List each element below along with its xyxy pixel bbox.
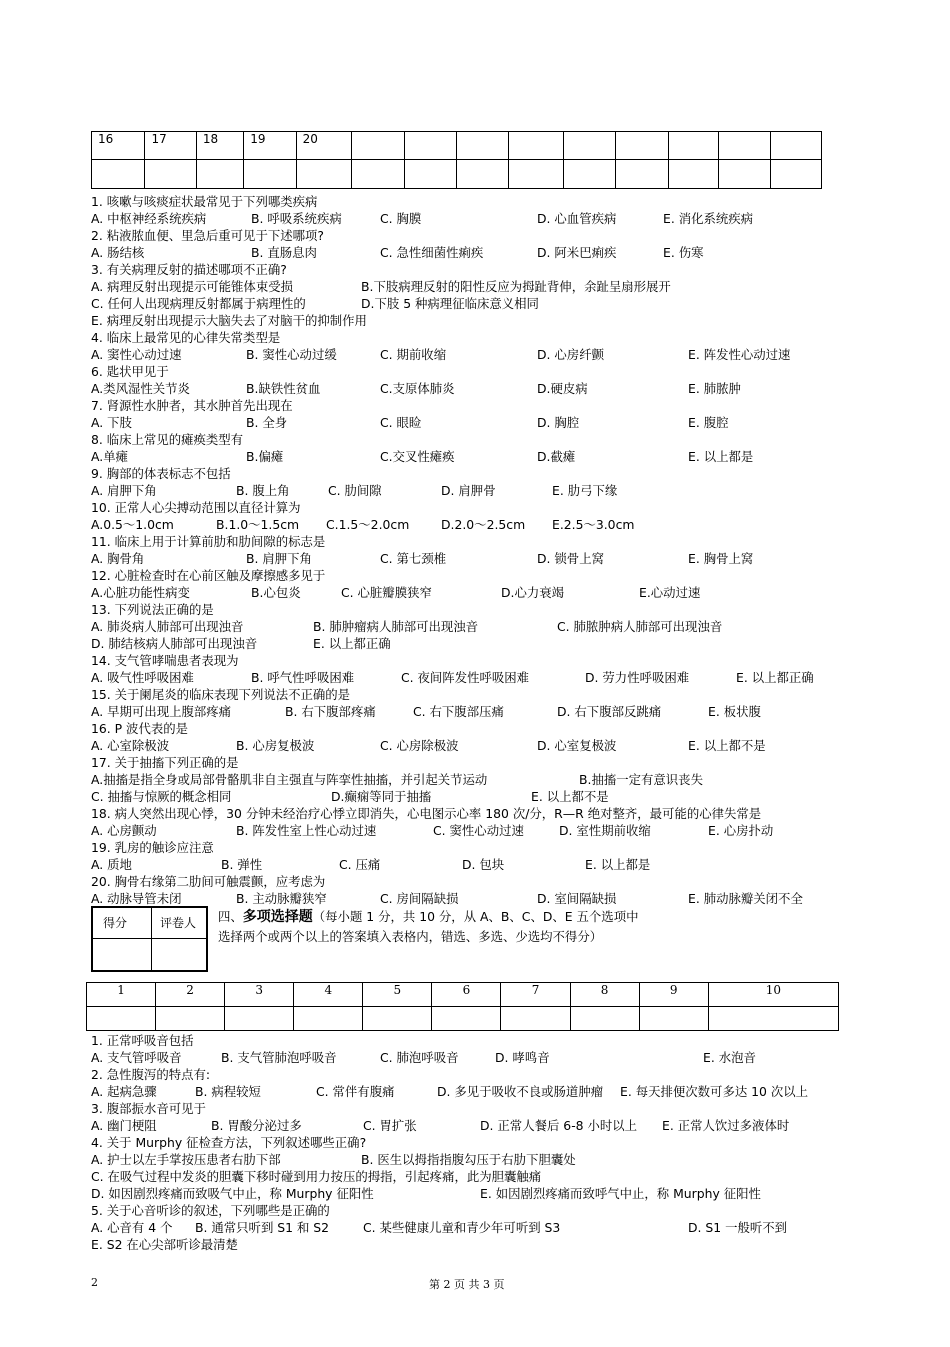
answer-grid-number-cell: 9: [639, 983, 708, 1007]
question-stem: [91, 754, 851, 771]
question-stem: [91, 329, 851, 346]
answer-option: B. 腹上角: [236, 483, 290, 498]
answer-option: D.癫痫等同于抽搐: [331, 789, 432, 804]
answer-option: B. 呼气性呼吸困难: [251, 670, 355, 685]
answer-option: E. 水泡音: [703, 1050, 756, 1065]
answer-option: B.偏瘫: [246, 449, 284, 464]
answer-grid-blank-cell[interactable]: [668, 160, 718, 189]
answer-grid-blank-cell[interactable]: [296, 160, 351, 189]
answer-grid-number-cell: [563, 132, 615, 160]
option-row: [91, 1236, 851, 1253]
answer-option: B. 胃酸分泌过多: [211, 1118, 302, 1133]
question-stem: [91, 805, 851, 822]
answer-grid-blank-cell[interactable]: [563, 160, 615, 189]
answer-option: B. 主动脉瓣狭窄: [236, 891, 327, 906]
question-text: 11. 临床上用于计算前肋和肋间隙的标志是: [91, 534, 326, 549]
answer-option: A.心脏功能性病变: [91, 585, 190, 600]
answer-option: B. 直肠息肉: [251, 245, 317, 260]
question-stem: [91, 720, 851, 737]
option-row: [91, 584, 851, 601]
answer-option: C. 某些健康儿童和青少年可听到 S3: [363, 1220, 561, 1235]
answer-option: E. 以上都不是: [531, 789, 609, 804]
multiple-choice-questions: [91, 1032, 851, 1253]
answer-option: A.类风湿性关节炎: [91, 381, 190, 396]
answer-option: A. 质地: [91, 857, 132, 872]
answer-grid-number-cell: 10: [708, 983, 838, 1007]
question-text: 16. P 波代表的是: [91, 721, 189, 736]
answer-option: E. 以上都不是: [688, 738, 766, 753]
answer-option: D. 哮鸣音: [495, 1050, 550, 1065]
option-row: [91, 788, 851, 805]
option-row: [91, 448, 851, 465]
answer-option: D. 心室复极波: [537, 738, 617, 753]
question-stem: [91, 1100, 851, 1117]
question-text: 12. 心脏检查时在心前区触及摩擦感多见于: [91, 568, 326, 583]
question-stem: [91, 227, 851, 244]
option-row: [91, 703, 851, 720]
question-text: 1. 正常呼吸音包括: [91, 1033, 194, 1048]
option-row: [91, 1049, 851, 1066]
option-row: [91, 516, 851, 533]
answer-grid-blank-cell[interactable]: [404, 160, 456, 189]
answer-grid-answer-row: [87, 1007, 839, 1031]
answer-option: B.下肢病理反射的阳性反应为拇趾背伸，余趾呈扇形展开: [361, 279, 671, 294]
answer-option: A. 支气管呼吸音: [91, 1050, 182, 1065]
answer-option: A. 病理反射出现提示可能锥体束受损: [91, 279, 293, 294]
answer-option: A. 心音有 4 个: [91, 1220, 173, 1235]
option-row: [91, 1083, 851, 1100]
answer-grid-number-cell: 1: [87, 983, 156, 1007]
option-row: [91, 414, 851, 431]
answer-grid-blank-cell[interactable]: [87, 1007, 156, 1031]
answer-option: C. 胸膜: [380, 211, 422, 226]
answer-option: A. 胸骨角: [91, 551, 145, 566]
answer-option: B. 呼吸系统疾病: [251, 211, 342, 226]
answer-grid-number-cell: [404, 132, 456, 160]
answer-option: B. 肺肿瘤病人肺部可出现浊音: [313, 619, 479, 634]
question-text: 7. 肾源性水肿者，其水肿首先出现在: [91, 398, 293, 413]
section-instructions: （每小题 1 分，共 10 分，从 A、B、C、D、E 五个选项中: [312, 909, 639, 924]
page-footer: 第 2 页 共 3 页: [429, 1278, 505, 1291]
answer-option: E. 以上都是: [688, 449, 754, 464]
answer-grid-multi: [86, 982, 839, 1031]
answer-option: C. 任何人出现病理反射都属于病理性的: [91, 296, 306, 311]
option-row: [91, 278, 851, 295]
score-box-divider: [93, 938, 206, 939]
question-text: 14. 支气管哮喘患者表现为: [91, 653, 239, 668]
answer-option: E.心动过速: [639, 585, 701, 600]
question-stem: [91, 686, 851, 703]
answer-option: D. 右下腹部反跳痛: [557, 704, 662, 719]
answer-option: A. 早期可出现上腹部疼痛: [91, 704, 232, 719]
answer-option: C. 窦性心动过速: [433, 823, 524, 838]
answer-option: B. 支气管肺泡呼吸音: [221, 1050, 337, 1065]
question-stem: [91, 873, 851, 890]
answer-option: E. 板状腹: [708, 704, 761, 719]
answer-option: C. 第七颈椎: [380, 551, 447, 566]
answer-option: A. 窦性心动过速: [91, 347, 182, 362]
answer-option: C. 在吸气过程中发炎的胆囊下移时碰到用力按压的拇指，引起疼痛，此为胆囊触痛: [91, 1169, 542, 1184]
answer-option: C. 期前收缩: [380, 347, 447, 362]
question-stem: [91, 465, 851, 482]
answer-grid-blank-cell[interactable]: [501, 1007, 570, 1031]
answer-option: A. 起病急骤: [91, 1084, 157, 1099]
answer-option: B. 阵发性室上性心动过速: [236, 823, 377, 838]
answer-grid-blank-cell[interactable]: [616, 160, 668, 189]
answer-grid-number-cell: [456, 132, 508, 160]
answer-option: E. 病理反射出现提示大脑失去了对脑干的抑制作用: [91, 313, 367, 328]
grader-label: 评卷人: [160, 916, 197, 930]
answer-option: E. 肺脓肿: [688, 381, 741, 396]
answer-option: C.交叉性瘫痪: [380, 449, 455, 464]
answer-grid-blank-cell[interactable]: [639, 1007, 708, 1031]
answer-option: D.硬皮病: [537, 381, 588, 396]
answer-grid-blank-cell[interactable]: [363, 1007, 432, 1031]
answer-grid-blank-cell[interactable]: [509, 160, 563, 189]
answer-grid-number-cell: 7: [501, 983, 570, 1007]
option-row: [91, 550, 851, 567]
answer-option: A. 肠结核: [91, 245, 145, 260]
answer-grid-number-cell: 20: [296, 132, 351, 160]
question-stem: [91, 363, 851, 380]
answer-option: C. 夜间阵发性呼吸困难: [401, 670, 530, 685]
answer-option: D.截瘫: [537, 449, 576, 464]
option-row: [91, 618, 851, 635]
question-text: 4. 临床上最常见的心律失常类型是: [91, 330, 281, 345]
answer-option: A. 肺炎病人肺部可出现浊音: [91, 619, 244, 634]
answer-grid-blank-cell[interactable]: [156, 1007, 225, 1031]
answer-grid-header-row: [87, 983, 839, 1007]
option-row: [91, 244, 851, 261]
question-stem: [91, 839, 851, 856]
answer-grid-number-cell: 4: [294, 983, 363, 1007]
answer-option: D. 肩胛骨: [441, 483, 496, 498]
answer-option: E. 肋弓下缘: [552, 483, 618, 498]
section-title: 多项选择题: [242, 909, 313, 925]
answer-option: E. 如因剧烈疼痛而致呼气中止，称 Murphy 征阳性: [480, 1186, 761, 1201]
answer-option: D. 心血管疾病: [537, 211, 617, 226]
answer-grid-blank-cell[interactable]: [456, 160, 508, 189]
answer-option: A.0.5～1.0cm: [91, 517, 174, 532]
answer-grid-number-cell: 5: [363, 983, 432, 1007]
question-stem: [91, 1066, 851, 1083]
answer-option: E. 肺动脉瓣关闭不全: [688, 891, 803, 906]
option-row: [91, 312, 851, 329]
answer-option: A. 心房颤动: [91, 823, 157, 838]
question-stem: [91, 533, 851, 550]
question-text: 3. 有关病理反射的描述哪项不正确?: [91, 262, 287, 277]
option-row: [91, 635, 851, 652]
question-text: 9. 胸部的体表标志不包括: [91, 466, 231, 481]
answer-option: E. 以上都正确: [313, 636, 391, 651]
question-stem: [91, 1202, 851, 1219]
answer-option: A.抽搐是指全身或局部骨骼肌非自主强直与阵挛性抽搐，并引起关节运动: [91, 772, 488, 787]
question-stem: [91, 193, 851, 210]
answer-grid-blank-cell[interactable]: [352, 160, 404, 189]
answer-option: D. 室性期前收缩: [559, 823, 651, 838]
option-row: [91, 669, 851, 686]
answer-option: C. 抽搐与惊厥的概念相同: [91, 789, 232, 804]
option-row: [91, 346, 851, 363]
option-row: [91, 856, 851, 873]
answer-option: D. 多见于吸收不良或肠道肿瘤: [437, 1084, 604, 1099]
option-row: [91, 890, 851, 907]
answer-option: C. 肺脓肿病人肺部可出现浊音: [557, 619, 723, 634]
question-stem: [91, 601, 851, 618]
answer-option: E. 以上都正确: [736, 670, 814, 685]
answer-option: D. 包块: [462, 857, 505, 872]
option-row: [91, 737, 851, 754]
answer-grid-number-cell: 8: [570, 983, 639, 1007]
answer-grid-header-row: [92, 132, 822, 160]
answer-option: B. 右下腹部疼痛: [285, 704, 376, 719]
answer-option: B.缺铁性贫血: [246, 381, 321, 396]
answer-option: B. 窦性心动过缓: [246, 347, 337, 362]
question-text: 17. 关于抽搐下列正确的是: [91, 755, 239, 770]
question-stem: [91, 499, 851, 516]
answer-option: D.2.0～2.5cm: [441, 517, 526, 532]
question-text: 1. 咳嗽与咳痰症状最常见于下列哪类疾病: [91, 194, 318, 209]
answer-grid-blank-cell[interactable]: [294, 1007, 363, 1031]
question-stem: [91, 1032, 851, 1049]
option-row: [91, 482, 851, 499]
answer-option: E. 伤寒: [663, 245, 704, 260]
question-stem: [91, 431, 851, 448]
answer-option: C. 心脏瓣膜狭窄: [341, 585, 432, 600]
answer-grid-number-cell: 19: [244, 132, 296, 160]
answer-grid-number-cell: 18: [196, 132, 243, 160]
answer-grid-number-cell: [352, 132, 404, 160]
answer-option: B. 医生以拇指指腹勾压于右肋下胆囊处: [361, 1152, 576, 1167]
question-text: 19. 乳房的触诊应注意: [91, 840, 214, 855]
option-row: [91, 295, 851, 312]
answer-grid-blank-cell[interactable]: [719, 160, 771, 189]
answer-option: D. 正常人餐后 6-8 小时以上: [480, 1118, 638, 1133]
option-row: [91, 1185, 851, 1202]
answer-option: E. 每天排便次数可多达 10 次以上: [620, 1084, 809, 1099]
question-text: 15. 关于阑尾炎的临床表现下列说法不正确的是: [91, 687, 351, 702]
score-box: [91, 906, 208, 972]
question-text: 4. 关于 Murphy 征检查方法，下列叙述哪些正确?: [91, 1135, 367, 1150]
answer-option: C. 压痛: [339, 857, 381, 872]
question-stem: [91, 567, 851, 584]
answer-option: E. 阵发性心动过速: [688, 347, 791, 362]
answer-grid-blank-cell[interactable]: [225, 1007, 294, 1031]
answer-option: B.心包炎: [251, 585, 301, 600]
option-row: [91, 380, 851, 397]
answer-grid-number-cell: 6: [432, 983, 501, 1007]
answer-option: D. 如因剧烈疼痛而致吸气中止，称 Murphy 征阳性: [91, 1186, 374, 1201]
answer-option: A. 肩胛下角: [91, 483, 157, 498]
answer-option: B. 病程较短: [195, 1084, 261, 1099]
answer-grid-blank-cell[interactable]: [145, 160, 196, 189]
answer-option: E. 心房扑动: [708, 823, 774, 838]
page-number: 2: [91, 1276, 98, 1289]
answer-option: C. 房间隔缺损: [380, 891, 459, 906]
question-text: 6. 匙状甲见于: [91, 364, 169, 379]
answer-option: C. 肋间隙: [328, 483, 382, 498]
answer-option: A. 动脉导管未闭: [91, 891, 182, 906]
answer-option: A. 中枢神经系统疾病: [91, 211, 207, 226]
section-number: 四、: [218, 909, 243, 924]
answer-option: D. 劳力性呼吸困难: [585, 670, 690, 685]
answer-option: E. 消化系统疾病: [663, 211, 754, 226]
option-row: [91, 210, 851, 227]
answer-grid-number-cell: 17: [145, 132, 196, 160]
answer-option: A.单瘫: [91, 449, 128, 464]
answer-grid-number-cell: [509, 132, 563, 160]
answer-option: D.下肢 5 种病理征临床意义相同: [361, 296, 539, 311]
question-text: 5. 关于心音听诊的叙述，下列哪些是正确的: [91, 1203, 330, 1218]
answer-option: B. 肩胛下角: [246, 551, 312, 566]
answer-option: B. 心房复极波: [236, 738, 315, 753]
answer-grid-top: [91, 131, 822, 189]
section-instructions: 选择两个或两个以上的答案填入表格内，错选、多选、少选均不得分）: [218, 929, 603, 944]
question-text: 2. 粘液脓血便、里急后重可见于下述哪项?: [91, 228, 324, 243]
answer-grid-number-cell: 2: [156, 983, 225, 1007]
answer-option: C.1.5～2.0cm: [326, 517, 410, 532]
section-heading: [218, 907, 688, 947]
answer-option: B.抽搐一定有意识丧失: [579, 772, 703, 787]
answer-option: D. 锁骨上窝: [537, 551, 604, 566]
answer-option: B. 通常只听到 S1 和 S2: [195, 1220, 330, 1235]
answer-option: E. S2 在心尖部听诊最清楚: [91, 1237, 238, 1252]
answer-option: E. 正常人饮过多液体时: [662, 1118, 790, 1133]
option-row: [91, 1168, 851, 1185]
answer-option: D. 心房纤颤: [537, 347, 604, 362]
answer-option: D. 胸腔: [537, 415, 580, 430]
answer-option: D. 肺结核病人肺部可出现浊音: [91, 636, 258, 651]
option-row: [91, 1117, 851, 1134]
question-stem: [91, 652, 851, 669]
question-stem: [91, 397, 851, 414]
answer-grid-blank-cell[interactable]: [244, 160, 296, 189]
option-row: [91, 1151, 851, 1168]
answer-option: D. 阿米巴痢疾: [537, 245, 617, 260]
answer-option: A. 幽门梗阻: [91, 1118, 157, 1133]
answer-grid-number-cell: [668, 132, 718, 160]
answer-option: E. 胸骨上窝: [688, 551, 754, 566]
answer-grid-blank-cell[interactable]: [92, 160, 145, 189]
answer-option: A. 心室除极波: [91, 738, 170, 753]
question-text: 8. 临床上常见的瘫痪类型有: [91, 432, 244, 447]
question-stem: [91, 1134, 851, 1151]
answer-option: C. 右下腹部压痛: [413, 704, 504, 719]
answer-grid-blank-cell[interactable]: [708, 1007, 838, 1031]
answer-option: A. 下肢: [91, 415, 132, 430]
answer-option: A. 吸气性呼吸困难: [91, 670, 194, 685]
answer-option: D. S1 一般听不到: [688, 1220, 788, 1235]
answer-option: C.支原体肺炎: [380, 381, 455, 396]
answer-option: C. 眼睑: [380, 415, 422, 430]
question-text: 13. 下列说法正确的是: [91, 602, 214, 617]
question-stem: [91, 261, 851, 278]
answer-grid-number-cell: [719, 132, 771, 160]
answer-grid-number-cell: [616, 132, 668, 160]
question-text: 2. 急性腹泻的特点有:: [91, 1067, 211, 1082]
question-text: 20. 胸骨右缘第二肋间可触震颤，应考虑为: [91, 874, 326, 889]
question-text: 18. 病人突然出现心悸，30 分钟未经治疗心悸立即消失，心电图示心率 180 次/分，R—R 绝对整齐，最可能的心律失常是: [91, 806, 762, 821]
answer-grid-number-cell: [771, 132, 822, 160]
option-row: [91, 1219, 851, 1236]
answer-option: C. 急性细菌性痢疾: [380, 245, 484, 260]
answer-option: A. 护士以左手掌按压患者右肋下部: [91, 1152, 281, 1167]
answer-option: E.2.5～3.0cm: [552, 517, 635, 532]
single-choice-questions: [91, 193, 851, 907]
answer-option: E. 腹腔: [688, 415, 729, 430]
answer-option: B. 全身: [246, 415, 288, 430]
answer-option: E. 以上都是: [585, 857, 651, 872]
answer-grid-answer-row: [92, 160, 822, 189]
question-text: 3. 腹部振水音可见于: [91, 1101, 206, 1116]
answer-option: C. 常伴有腹痛: [316, 1084, 395, 1099]
answer-grid-blank-cell[interactable]: [570, 1007, 639, 1031]
answer-option: D.心力衰竭: [501, 585, 565, 600]
option-row: [91, 771, 851, 788]
answer-option: C. 肺泡呼吸音: [380, 1050, 459, 1065]
score-box-divider: [151, 908, 152, 970]
score-label: 得分: [103, 916, 128, 930]
question-text: 10. 正常人心尖搏动范围以直径计算为: [91, 500, 301, 515]
answer-grid-number-cell: 3: [225, 983, 294, 1007]
answer-option: C. 心房除极波: [380, 738, 459, 753]
answer-option: C. 胃扩张: [363, 1118, 417, 1133]
answer-option: B. 弹性: [221, 857, 263, 872]
answer-option: D. 室间隔缺损: [537, 891, 617, 906]
answer-grid-blank-cell[interactable]: [771, 160, 822, 189]
answer-grid-number-cell: 16: [92, 132, 145, 160]
option-row: [91, 822, 851, 839]
answer-grid-blank-cell[interactable]: [196, 160, 243, 189]
answer-grid-blank-cell[interactable]: [432, 1007, 501, 1031]
answer-option: B.1.0～1.5cm: [216, 517, 300, 532]
